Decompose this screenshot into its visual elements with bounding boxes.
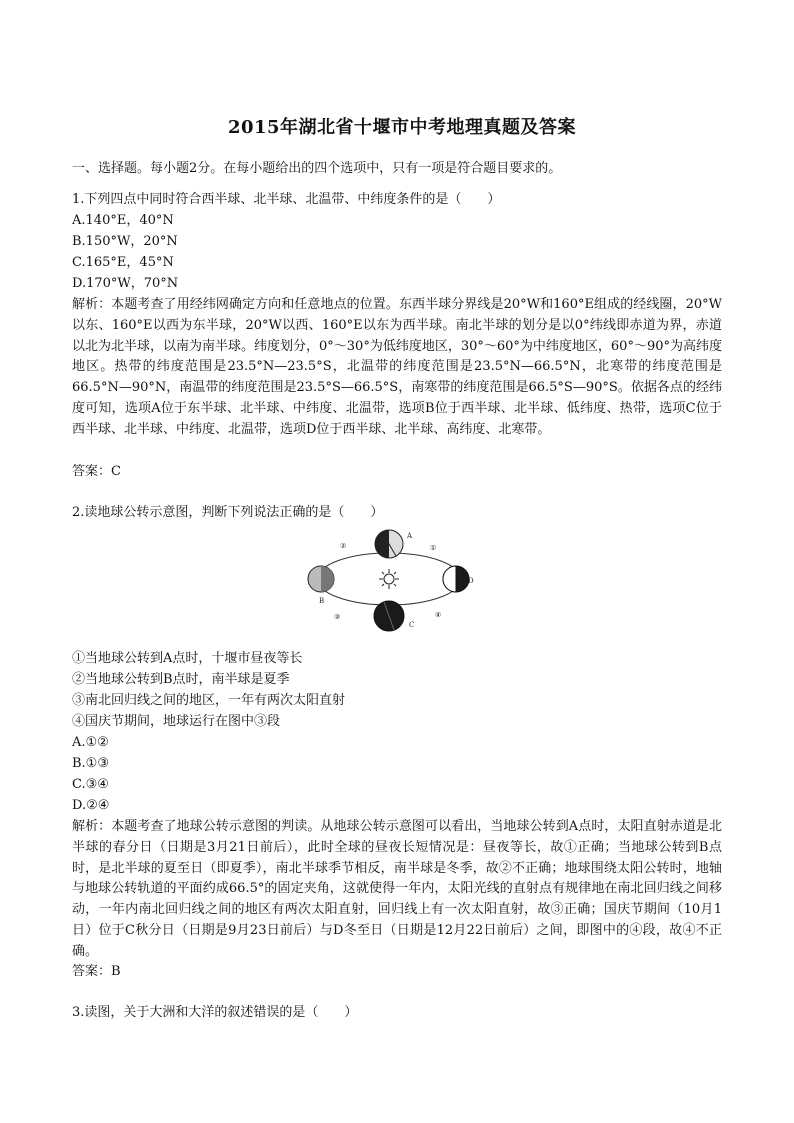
- question-1-analysis: 解析：本题考查了用经纬网确定方向和任意地点的位置。东西半球分界线是20°W和160°E组成的经线圈，20°W以东、160°E以西为东半球，20°W以西、160°E以东为西半球。南北半球的划分是以0°纬线即赤道为界，赤道以北为北半球，以南为南半球。纬度划分，0°～30°为低纬度地区，30°～60°为中纬度地区，60°～90°为高纬度地区。热带的纬度范围是23.5°N—23.5°S，北温带的纬度范围是23.5°N—66.5°N，北寒带的纬度范围是66.5°N—90°N，南温带的纬度范围是23.5°S—66.5°S，南寒带的纬度范围是66.5°S—90°S。依据各点的经纬度可知，选项A位于东半球、北半球、中纬度、北温带，选项B位于西半球、北半球、低纬度、热带，选项C位于西半球、北半球、中纬度、北温带，选项D位于西半球、北半球、高纬度、北寒带。: [72, 297, 722, 437]
- segment-4-label: ④: [435, 611, 442, 619]
- question-2-statement-3: ③南北回归线之间的地区，一年有两次太阳直射: [72, 693, 346, 708]
- point-a-label: A: [407, 532, 413, 540]
- question-2-answer: 答案：B: [72, 964, 121, 979]
- question-2-statement-2: ②当地球公转到B点时，南半球是夏季: [72, 672, 290, 687]
- question-2-statement-4: ④国庆节期间，地球运行在图中③段: [72, 714, 281, 729]
- page-title: 2015年湖北省十堰市中考地理真题及答案: [227, 117, 577, 138]
- earth-c-icon: [374, 601, 404, 631]
- question-1-option-b: B.150°W，20°N: [72, 234, 178, 249]
- question-1-option-d: D.170°W，70°N: [72, 276, 179, 291]
- earth-d-icon: [443, 566, 469, 592]
- question-1-option-a: A.140°E，40°N: [72, 213, 174, 228]
- segment-3-label: ③: [334, 613, 341, 621]
- question-2-statement-1: ①当地球公转到A点时，十堰市昼夜等长: [72, 651, 303, 666]
- sun-icon: [379, 569, 399, 589]
- point-c-label: C: [409, 621, 415, 629]
- segment-1-label: ①: [430, 544, 437, 552]
- question-2-option-d: D.②④: [72, 798, 110, 813]
- question-2-option-b: B.①③: [72, 756, 109, 771]
- question-3-stem: 3.读图，关于大洲和大洋的叙述错误的是（ ）: [72, 1005, 358, 1020]
- earth-revolution-diagram: [304, 527, 474, 635]
- question-1-option-c: C.165°E，45°N: [72, 255, 174, 270]
- earth-b-icon: [308, 566, 334, 592]
- segment-2-label: ②: [340, 542, 347, 550]
- point-b-label: B: [319, 597, 325, 605]
- question-1-stem: 1.下列四点中同时符合西半球、北半球、北温带、中纬度条件的是（ ）: [72, 192, 501, 207]
- question-2-option-a: A.①②: [72, 735, 109, 750]
- point-d-label: D: [468, 577, 474, 585]
- earth-a-icon: [375, 530, 403, 558]
- question-2-analysis: 解析：本题考查了地球公转示意图的判读。从地球公转示意图可以看出，当地球公转到A点时，太阳直射赤道是北半球的春分日（日期是3月21日前后），此时全球的昼夜长短情况是：昼夜等长，故①正确；当地球公转到B点时，是北半球的夏至日（即夏季），南北半球季节相反，南半球是冬季，故②不正确；地球围绕太阳公转时，地轴与地球公转轨道的平面约成66.5°的固定夹角，这就使得一年内，太阳光线的直射点有规律地在南北回归线之间移动，一年内南北回归线之间的地区有两次太阳直射，回归线上有一次太阳直射，故③正确；国庆节期间（10月1日）位于C秋分日（日期是9月23日前后）与D冬至日（日期是12月22日前后）之间，即图中的④段，故④不正确。: [72, 819, 722, 959]
- question-2-option-c: C.③④: [72, 777, 109, 792]
- question-2-stem: 2.读地球公转示意图，判断下列说法正确的是（ ）: [72, 505, 384, 520]
- question-1-answer: 答案：C: [72, 464, 121, 479]
- orbit-ellipse: [317, 553, 461, 605]
- section-heading: 一、选择题。每小题2分。在每小题给出的四个选项中，只有一项是符合题目要求的。: [72, 161, 562, 176]
